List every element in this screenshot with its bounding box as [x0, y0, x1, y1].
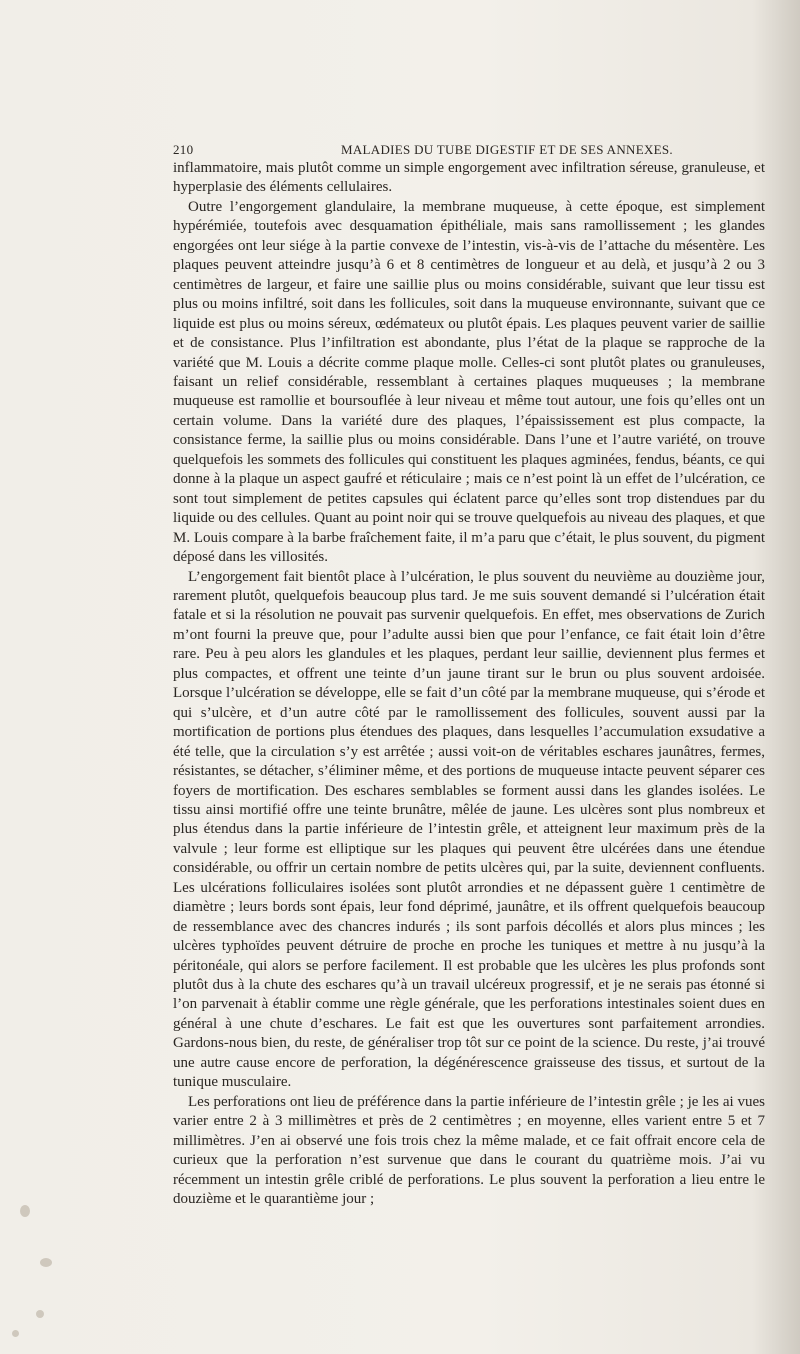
paper-speck: [36, 1310, 44, 1318]
running-head: MALADIES DU TUBE DIGESTIF ET DE SES ANNEXES.: [341, 142, 673, 157]
paper-speck: [20, 1205, 30, 1217]
paper-speck: [40, 1258, 52, 1267]
paragraph-4: Les perforations ont lieu de préférence dans la partie inférieure de l’intestin grêle ; je les ai vues varier entre 2 à 3 millimètres et près de 2 centimètres ; en moyenne, elles varient entre 5 et 7 millimètres. J’en ai observé une fois trois chez la même malade, et ce fait offrait encore cela de curieux que la perforation n’est survenue que dans le courant du quatrième mois. J’ai vu récemment un intestin grêle criblé de perforations. Le plus souvent la perforation a lieu entre le douzième et le quarantième jour ;: [173, 1093, 765, 1208]
paragraph-1: inflammatoire, mais plutôt comme un simple engorgement avec infiltration séreuse, granuleuse, et hyperplasie des éléments cellulaires.: [173, 160, 765, 196]
paragraph-2: Outre l’engorgement glandulaire, la membrane muqueuse, à cette époque, est simplement hypérémiée, toutefois avec desquamation épithéliale, mais sans ramollissement ; les glandes engorgées ont leur siége à la partie convexe de l’intestin, vis-à-vis de l’attache du mésentère. Les plaques peuvent atteindre jusqu’à 6 et 8 centimètres de longueur et au delà, et jusqu’à 2 ou 3 centimètres de largeur, et faire une saillie plus ou moins considérable, suivant que leur tissu est plus ou moins infiltré, soit dans les follicules, soit dans la muqueuse environnante, suivant que ce liquide est plus ou moins séreux, œdémateux ou plutôt épais. Les plaques peuvent varier de saillie et de consistance. Plus l’infiltration est abondante, plus l’état de la plaque se rapproche de la variété que M. Louis a décrite comme plaque molle. Celles-ci sont plutôt plates ou granuleuses, faisant un relief considérable, ressemblant à certaines plaques muqueuses ; la membrane muqueuse est ramollie et boursouflée à leur niveau et même tout autour, une fois qu’elles ont un certain volume. Dans la variété dure des plaques, l’épaississement est plus compacte, la consistance ferme, la saillie plus ou moins considérable. Dans l’une et l’autre variété, on trouve quelquefois les sommets des follicules qui constituent les plaques agminées, fendus, béants, ce qui donne à la plaque un aspect gaufré et réticulaire ; mais ce n’est point là un effet de l’ulcération, ce sont tout simplement de petites capsules qui éclatent parce qu’elles sont trop distendues par du liquide ou des cellules. Quant au point noir qui se trouve quelquefois au niveau des plaques, et que M. Louis compare à la barbe fraîchement faite, il m’a paru que c’était, le plus souvent, du pigment déposé dans les villosités.: [173, 198, 765, 566]
page-number: 210: [173, 142, 194, 157]
paragraph-3: L’engorgement fait bientôt place à l’ulcération, le plus souvent du neuvième au douzième jour, rarement plutôt, quelquefois beaucoup plus tard. Je me suis souvent demandé si l’ulcération était fatale et si la résolution ne pouvait pas survenir quelquefois. En effet, mes observations de Zurich m’ont fourni la preuve que, pour l’adulte aussi bien que pour l’enfance, ce fait était loin d’être rare. Peu à peu alors les glandules et les plaques, perdant leur saillie, deviennent plus fermes et plus compactes, et offrent une teinte d’un jaune tirant sur le brun ou plus souvent ardoisée. Lorsque l’ulcération se développe, elle se fait d’un côté par la membrane muqueuse, qui s’érode et qui s’ulcère, et d’un autre côté par le ramollissement des follicules, souvent aussi par la mortification de portions plus étendues des plaques, dans lesquelles l’accumulation exsudative a été telle, que la circulation s’y est arrêtée ; aussi voit-on de véritables eschares jaunâtres, fermes, résistantes, se détacher, s’éliminer même, et des portions de muqueuse intacte peuvent séparer ces foyers de mortification. Des eschares semblables se forment aussi dans les glandes isolées. Le tissu ainsi mortifié offre une teinte brunâtre, mêlée de jaune. Les ulcères sont plus nombreux et plus étendus dans la partie inférieure de l’intestin grêle, et atteignent leur maximum près de la valvule ; leur forme est elliptique sur les plaques qui peuvent être ulcérées dans une étendue considérable, ou offrir un certain nombre de petits ulcères qui, par la suite, deviennent confluents. Les ulcérations folliculaires isolées sont plutôt arrondies et ne dépassent guère 1 centimètre de diamètre ; leurs bords sont épais, leur fond déprimé, jaunâtre, et ils offrent quelquefois beaucoup de ressemblance avec des chancres indurés ; ils sont parfois décollés et alors plus minces ; les ulcères typhoïdes peuvent détruire de proche en proche les tuniques et mettre à nu jusqu’à la péritonéale, qui alors se perfore facilement. Il est probable que les ulcères les plus profonds sont plutôt dus à la chute des eschares qu’à un travail ulcéreux progressif, et je ne serais pas étonné si l’on parvenait à établir comme une règle générale, que les perforations intestinales soient dues en général à une chute d’eschares. Le fait est que les ouvertures sont parfaitement arrondies. Gardons-nous bien, du reste, de généraliser trop tôt sur ce point de la science. Du reste, j’ai trouvé une autre cause encore de perforation, la dégénérescence graisseuse des tissus, et surtout de la tunique musculaire.: [173, 568, 765, 1091]
paper-speck: [12, 1330, 19, 1337]
body-text: [173, 159, 765, 1209]
